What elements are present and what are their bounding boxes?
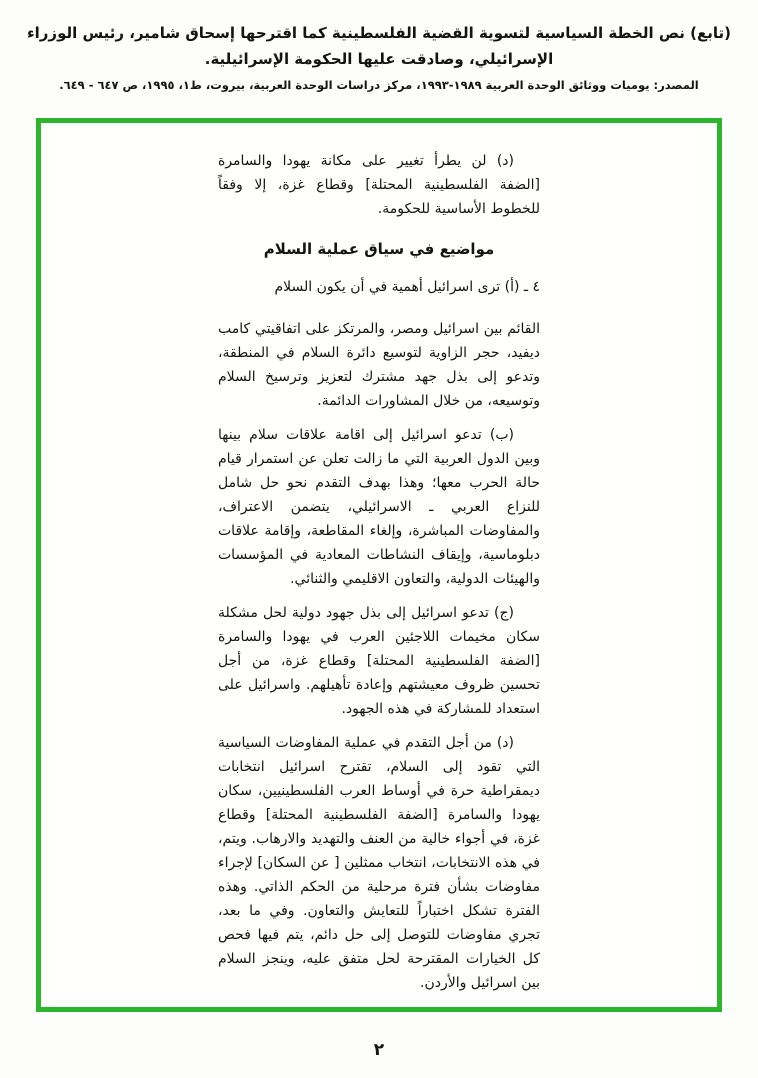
document-frame	[36, 118, 722, 1012]
document-body	[218, 149, 540, 995]
paragraph-d-continuation: (د) لن يطرأ تغيير على مكانة يهودا والسامرة [الضفة الفلسطينية المحتلة] وقطاع غزة، إلا وفقاً للخطوط الأساسية للحكومة.	[218, 153, 540, 217]
page-header	[0, 0, 758, 92]
item-4a-lead: ٤ ـ (أ) ترى اسرائيل أهمية في أن يكون السلام	[274, 279, 540, 295]
paragraph-b: (ب) تدعو اسرائيل إلى اقامة علاقات سلام بينها وبين الدول العربية التي ما زالت تعلن عن استمرار قيام حالة الحرب معها؛ وهذا بهدف التقدم نحو حل شامل للنزاع العربي ـ الاسرائيلي، يتضمن الاعتراف، والمفاوضات المباشرة، وإلغاء المقاطعة، وإقامة علاقات دبلوماسية، وإيقاف النشاطات المعادية في المؤسسات والهيئات الدولية، والتعاون الاقليمي والثنائي.	[218, 427, 540, 587]
paragraph-d-2: (د) من أجل التقدم في عملية المفاوضات السياسية التي تقود إلى السلام، تقترح اسرائيل انتخابات ديمقراطية حرة في أوساط العرب الفلسطينيين، سكان يهودا والسامرة [الضفة الفلسطينية المحتلة] وقطاع غزة، في أجواء خالية من العنف والتهديد والارهاب. ويتم، في هذه الانتخابات، انتخاب ممثلين [ عن السكان] لإجراء مفاوضات بشأن فترة مرحلية من الحكم الذاتي. وهذه الفترة تشكل اختباراً للتعايش والتعاون. وفي ما بعد، تجري مفاوضات للتوصل إلى حل دائم، يتم فيها فحص كل الخيارات المقترحة لحل متفق عليه، وينجز السلام بين اسرائيل والأردن.	[218, 735, 540, 991]
paragraph-j: (ج) تدعو اسرائيل إلى بذل جهود دولية لحل مشكلة سكان مخيمات اللاجئين العرب في يهودا والسامرة [الضفة الفلسطينية المحتلة] وقطاع غزة، من أجل تحسين ظروف معيشتهم وإعادة تأهيلهم. واسرائيل على استعداد للمشاركة في هذه الجهود.	[218, 605, 540, 717]
document-title: (تابع) نص الخطة السياسية لتسوية القضية الفلسطينية كما اقترحها إسحاق شامير، رئيس الوزراء الإسرائيلي، وصادقت عليها الحكومة الإسرائيلية.	[26, 24, 732, 69]
page-footer	[0, 1040, 758, 1060]
paragraph-4a-body: القائم بين اسرائيل ومصر، والمرتكز على اتفاقيتي كامب ديفيد، حجر الزاوية لتوسيع دائرة السلام في المنطقة، وتدعو إلى بذل جهد مشترك لتعزيز وترسيخ السلام وتوسيعه، من خلال المشاورات الدائمة.	[218, 321, 540, 409]
page-number: ٢	[373, 1040, 385, 1060]
section-heading: مواضيع في سياق عملية السلام	[263, 240, 495, 258]
source-line: المصدر: يوميات ووثائق الوحدة العربية ١٩٨٩-١٩٩٣، مركز دراسات الوحدة العربية، بيروت، ط١، ١٩٩٥، ص ٦٤٧ - ٦٤٩.	[59, 77, 699, 92]
